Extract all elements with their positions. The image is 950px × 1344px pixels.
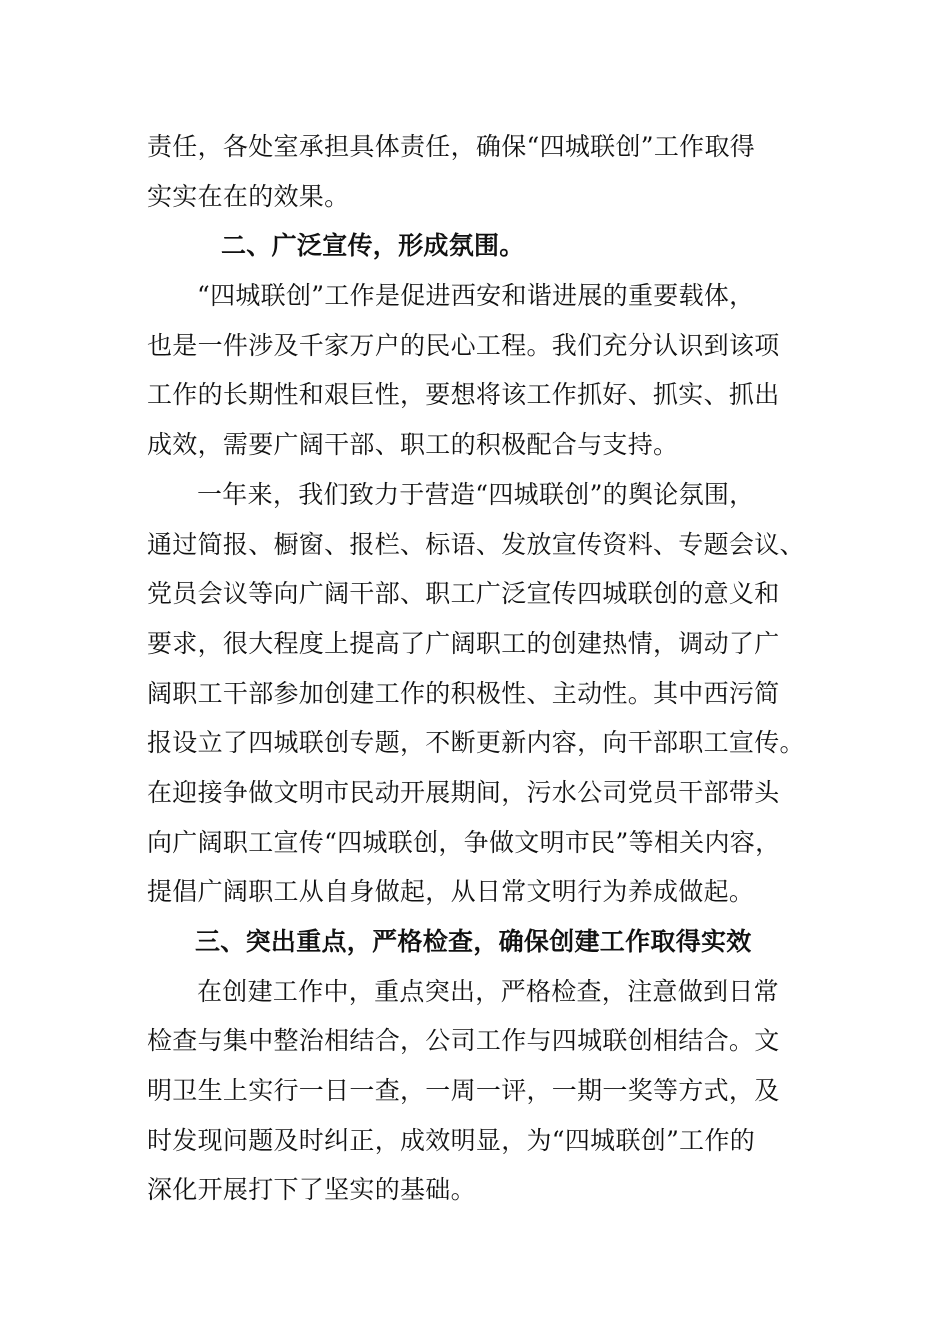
text-line: 通过简报、橱窗、报栏、标语、发放宣传资料、专题会议、 [147,529,805,559]
text-line: 检查与集中整治相结合，公司工作与四城联创相结合。文 [147,1026,780,1056]
text-line: 也是一件涉及千家万户的民心工程。我们充分认识到该项 [147,330,780,360]
text-line: 明卫生上实行一日一查，一周一评，一期一奖等方式，及 [147,1076,780,1106]
document-body [147,122,807,1215]
text-line: 党员会议等向广阔干部、职工广泛宣传四城联创的意义和 [147,579,780,609]
text-line: 向广阔职工宣传“四城联创，争做文明市民”等相关内容， [147,827,781,857]
section-heading: 二、广泛宣传，形成氛围。 [221,231,525,261]
text-line: 报设立了四城联创专题，不断更新内容，向干部职工宣传。 [147,728,805,758]
text-line: 提倡广阔职工从自身做起，从日常文明行为养成做起。 [147,877,755,907]
paragraph-first-line: 在创建工作中，重点突出，严格检查，注意做到日常 [197,976,779,1006]
text-line: 责任，各处室承担具体责任，确保“四城联创”工作取得 [147,132,756,161]
section-heading: 三、突出重点，严格检查，确保创建工作取得实效 [195,927,752,956]
text-line: 实实在在的效果。 [147,181,350,211]
text-line: 深化开展打下了坚实的基础。 [147,1175,476,1205]
text-line: 时发现问题及时纠正，成效明显，为“四城联创”工作的 [147,1125,756,1155]
text-line: 要求，很大程度上提高了广阔职工的创建热情，调动了广 [147,628,780,658]
text-line: 阔职工干部参加创建工作的积极性、主动性。其中西污简 [147,678,780,708]
text-line: 在迎接争做文明市民动开展期间，污水公司党员干部带头 [147,777,780,807]
text-line: 工作的长期性和艰巨性，要想将该工作抓好、抓实、抓出 [147,380,780,410]
text-line: 成效，需要广阔干部、职工的积极配合与支持。 [147,430,679,460]
paragraph-first-line: “四城联创”工作是促进西安和谐进展的重要载体， [197,281,755,311]
paragraph-first-line: 一年来，我们致力于营造“四城联创”的舆论氛围， [197,479,755,509]
